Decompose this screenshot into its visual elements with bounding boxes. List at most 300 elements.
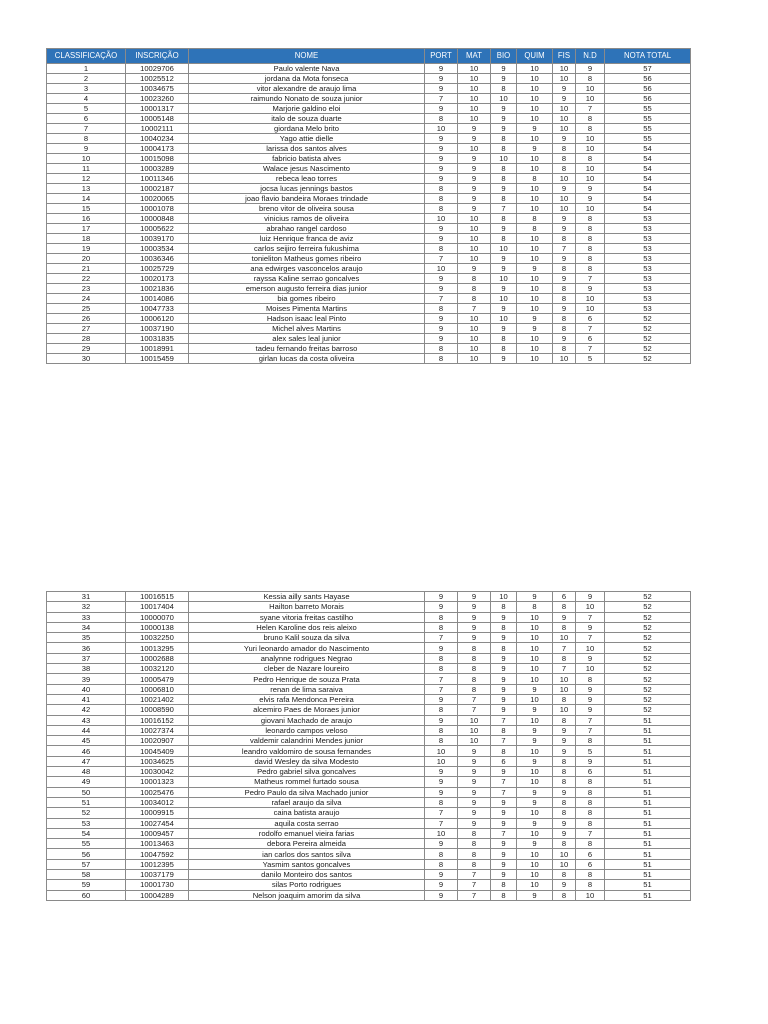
bio-cell: 9 bbox=[491, 839, 517, 849]
classificacao-cell: 58 bbox=[47, 870, 126, 880]
nota-total-cell: 55 bbox=[605, 124, 691, 134]
table-row bbox=[47, 602, 691, 612]
quim-cell: 10 bbox=[517, 622, 553, 632]
inscricao-cell: 10023260 bbox=[126, 94, 189, 104]
port-cell: 9 bbox=[425, 715, 458, 725]
inscricao-cell: 10021402 bbox=[126, 694, 189, 704]
inscricao-cell: 10020907 bbox=[126, 736, 189, 746]
header-nd: N.D bbox=[576, 49, 605, 64]
fis-cell: 10 bbox=[553, 633, 576, 643]
port-cell: 9 bbox=[425, 787, 458, 797]
nome-cell: jocsa lucas jennings bastos bbox=[189, 184, 425, 194]
table-row bbox=[47, 839, 691, 849]
bio-cell: 9 bbox=[491, 612, 517, 622]
nome-cell: Michel alves Martins bbox=[189, 324, 425, 334]
port-cell: 10 bbox=[425, 124, 458, 134]
mat-cell: 8 bbox=[458, 274, 491, 284]
inscricao-cell: 10013463 bbox=[126, 839, 189, 849]
classificacao-cell: 49 bbox=[47, 777, 126, 787]
table-row bbox=[47, 705, 691, 715]
bio-cell: 7 bbox=[491, 777, 517, 787]
port-cell: 9 bbox=[425, 777, 458, 787]
mat-cell: 9 bbox=[458, 174, 491, 184]
port-cell: 9 bbox=[425, 767, 458, 777]
inscricao-cell: 10009457 bbox=[126, 828, 189, 838]
classificacao-cell: 32 bbox=[47, 602, 126, 612]
mat-cell: 9 bbox=[458, 808, 491, 818]
fis-cell: 8 bbox=[553, 324, 576, 334]
bio-cell: 9 bbox=[491, 694, 517, 704]
mat-cell: 9 bbox=[458, 184, 491, 194]
bio-cell: 9 bbox=[491, 114, 517, 124]
nd-cell: 8 bbox=[576, 114, 605, 124]
fis-cell: 8 bbox=[553, 284, 576, 294]
quim-cell: 8 bbox=[517, 174, 553, 184]
classificacao-cell: 52 bbox=[47, 808, 126, 818]
mat-cell: 10 bbox=[458, 94, 491, 104]
port-cell: 9 bbox=[425, 643, 458, 653]
nd-cell: 10 bbox=[576, 304, 605, 314]
nd-cell: 10 bbox=[576, 164, 605, 174]
classificacao-cell: 39 bbox=[47, 674, 126, 684]
table-row bbox=[47, 294, 691, 304]
quim-cell: 10 bbox=[517, 204, 553, 214]
header-nota-total: NOTA TOTAL bbox=[605, 49, 691, 64]
table-row bbox=[47, 124, 691, 134]
fis-cell: 8 bbox=[553, 144, 576, 154]
mat-cell: 7 bbox=[458, 694, 491, 704]
inscricao-cell: 10015459 bbox=[126, 354, 189, 364]
inscricao-cell: 10018991 bbox=[126, 344, 189, 354]
nd-cell: 10 bbox=[576, 84, 605, 94]
bio-cell: 9 bbox=[491, 797, 517, 807]
classificacao-cell: 24 bbox=[47, 294, 126, 304]
bio-cell: 8 bbox=[491, 214, 517, 224]
quim-cell: 10 bbox=[517, 354, 553, 364]
nota-total-cell: 51 bbox=[605, 808, 691, 818]
classificacao-cell: 42 bbox=[47, 705, 126, 715]
fis-cell: 7 bbox=[553, 664, 576, 674]
bio-cell: 10 bbox=[491, 244, 517, 254]
nd-cell: 9 bbox=[576, 592, 605, 602]
mat-cell: 9 bbox=[458, 194, 491, 204]
fis-cell: 8 bbox=[553, 808, 576, 818]
classificacao-cell: 44 bbox=[47, 725, 126, 735]
fis-cell: 8 bbox=[553, 870, 576, 880]
fis-cell: 8 bbox=[553, 767, 576, 777]
bio-cell: 7 bbox=[491, 204, 517, 214]
classificacao-cell: 38 bbox=[47, 664, 126, 674]
nota-total-cell: 51 bbox=[605, 849, 691, 859]
fis-cell: 9 bbox=[553, 224, 576, 234]
classificacao-cell: 45 bbox=[47, 736, 126, 746]
nd-cell: 8 bbox=[576, 214, 605, 224]
mat-cell: 10 bbox=[458, 715, 491, 725]
table-row bbox=[47, 274, 691, 284]
quim-cell: 9 bbox=[517, 144, 553, 154]
classificacao-cell: 26 bbox=[47, 314, 126, 324]
mat-cell: 8 bbox=[458, 664, 491, 674]
quim-cell: 9 bbox=[517, 705, 553, 715]
inscricao-cell: 10004173 bbox=[126, 144, 189, 154]
table-row bbox=[47, 74, 691, 84]
port-cell: 7 bbox=[425, 294, 458, 304]
classificacao-cell: 40 bbox=[47, 684, 126, 694]
nome-cell: rebeca leao torres bbox=[189, 174, 425, 184]
mat-cell: 8 bbox=[458, 674, 491, 684]
nota-total-cell: 51 bbox=[605, 725, 691, 735]
classificacao-cell: 35 bbox=[47, 633, 126, 643]
table-row bbox=[47, 756, 691, 766]
classificacao-cell: 50 bbox=[47, 787, 126, 797]
inscricao-cell: 10008590 bbox=[126, 705, 189, 715]
bio-cell: 8 bbox=[491, 602, 517, 612]
bio-cell: 8 bbox=[491, 174, 517, 184]
quim-cell: 8 bbox=[517, 224, 553, 234]
mat-cell: 9 bbox=[458, 612, 491, 622]
quim-cell: 10 bbox=[517, 64, 553, 74]
nome-cell: leandro valdomiro de sousa fernandes bbox=[189, 746, 425, 756]
mat-cell: 9 bbox=[458, 746, 491, 756]
bio-cell: 9 bbox=[491, 684, 517, 694]
nota-total-cell: 52 bbox=[605, 612, 691, 622]
inscricao-cell: 10003289 bbox=[126, 164, 189, 174]
nome-cell: elvis rafa Mendonca Pereira bbox=[189, 694, 425, 704]
mat-cell: 9 bbox=[458, 204, 491, 214]
inscricao-cell: 10001078 bbox=[126, 204, 189, 214]
port-cell: 8 bbox=[425, 344, 458, 354]
nota-total-cell: 52 bbox=[605, 314, 691, 324]
nd-cell: 10 bbox=[576, 204, 605, 214]
mat-cell: 8 bbox=[458, 859, 491, 869]
nome-cell: Yago attie dielle bbox=[189, 134, 425, 144]
nome-cell: renan de lima saraiva bbox=[189, 684, 425, 694]
table-row bbox=[47, 224, 691, 234]
header-classificacao: CLASSIFICAÇÃO bbox=[47, 49, 126, 64]
nd-cell: 8 bbox=[576, 870, 605, 880]
fis-cell: 10 bbox=[553, 194, 576, 204]
fis-cell: 10 bbox=[553, 204, 576, 214]
nd-cell: 6 bbox=[576, 314, 605, 324]
classificacao-cell: 57 bbox=[47, 859, 126, 869]
classificacao-cell: 8 bbox=[47, 134, 126, 144]
nd-cell: 5 bbox=[576, 746, 605, 756]
nome-cell: danilo Monteiro dos santos bbox=[189, 870, 425, 880]
quim-cell: 9 bbox=[517, 314, 553, 324]
nd-cell: 8 bbox=[576, 124, 605, 134]
mat-cell: 10 bbox=[458, 314, 491, 324]
nota-total-cell: 51 bbox=[605, 870, 691, 880]
nd-cell: 8 bbox=[576, 74, 605, 84]
port-cell: 7 bbox=[425, 818, 458, 828]
nome-cell: Moises Pimenta Martins bbox=[189, 304, 425, 314]
quim-cell: 10 bbox=[517, 274, 553, 284]
nome-cell: Marjorie galdino eloi bbox=[189, 104, 425, 114]
table-row bbox=[47, 344, 691, 354]
classificacao-cell: 37 bbox=[47, 653, 126, 663]
mat-cell: 9 bbox=[458, 797, 491, 807]
fis-cell: 9 bbox=[553, 612, 576, 622]
mat-cell: 8 bbox=[458, 284, 491, 294]
classificacao-cell: 14 bbox=[47, 194, 126, 204]
table-row bbox=[47, 684, 691, 694]
nota-total-cell: 54 bbox=[605, 164, 691, 174]
nota-total-cell: 56 bbox=[605, 74, 691, 84]
port-cell: 10 bbox=[425, 214, 458, 224]
fis-cell: 8 bbox=[553, 715, 576, 725]
nd-cell: 8 bbox=[576, 244, 605, 254]
classificacao-cell: 48 bbox=[47, 767, 126, 777]
fis-cell: 8 bbox=[553, 777, 576, 787]
fis-cell: 9 bbox=[553, 274, 576, 284]
inscricao-cell: 10005479 bbox=[126, 674, 189, 684]
table-row bbox=[47, 234, 691, 244]
nd-cell: 10 bbox=[576, 144, 605, 154]
nd-cell: 10 bbox=[576, 94, 605, 104]
fis-cell: 8 bbox=[553, 694, 576, 704]
bio-cell: 8 bbox=[491, 746, 517, 756]
quim-cell: 8 bbox=[517, 214, 553, 224]
quim-cell: 10 bbox=[517, 643, 553, 653]
mat-cell: 10 bbox=[458, 344, 491, 354]
bio-cell: 7 bbox=[491, 736, 517, 746]
quim-cell: 10 bbox=[517, 94, 553, 104]
table-row bbox=[47, 767, 691, 777]
table-row bbox=[47, 653, 691, 663]
bio-cell: 9 bbox=[491, 254, 517, 264]
nome-cell: Helen Karoline dos reis aleixo bbox=[189, 622, 425, 632]
nd-cell: 7 bbox=[576, 725, 605, 735]
fis-cell: 8 bbox=[553, 164, 576, 174]
nd-cell: 6 bbox=[576, 859, 605, 869]
quim-cell: 8 bbox=[517, 602, 553, 612]
quim-cell: 10 bbox=[517, 184, 553, 194]
fis-cell: 10 bbox=[553, 849, 576, 859]
bio-cell: 9 bbox=[491, 64, 517, 74]
fis-cell: 10 bbox=[553, 674, 576, 684]
mat-cell: 9 bbox=[458, 777, 491, 787]
classificacao-cell: 43 bbox=[47, 715, 126, 725]
nota-total-cell: 52 bbox=[605, 664, 691, 674]
port-cell: 7 bbox=[425, 94, 458, 104]
nome-cell: alex sales leal junior bbox=[189, 334, 425, 344]
nd-cell: 10 bbox=[576, 890, 605, 900]
mat-cell: 9 bbox=[458, 602, 491, 612]
nd-cell: 6 bbox=[576, 767, 605, 777]
mat-cell: 9 bbox=[458, 592, 491, 602]
classificacao-cell: 19 bbox=[47, 244, 126, 254]
nome-cell: alcemiro Paes de Moraes junior bbox=[189, 705, 425, 715]
inscricao-cell: 10005622 bbox=[126, 224, 189, 234]
mat-cell: 8 bbox=[458, 828, 491, 838]
nd-cell: 8 bbox=[576, 777, 605, 787]
quim-cell: 9 bbox=[517, 324, 553, 334]
nota-total-cell: 51 bbox=[605, 818, 691, 828]
port-cell: 8 bbox=[425, 622, 458, 632]
nome-cell: giordana Melo brito bbox=[189, 124, 425, 134]
fis-cell: 9 bbox=[553, 94, 576, 104]
fis-cell: 9 bbox=[553, 828, 576, 838]
mat-cell: 10 bbox=[458, 736, 491, 746]
fis-cell: 8 bbox=[553, 653, 576, 663]
nome-cell: Yuri leonardo amador do Nascimento bbox=[189, 643, 425, 653]
classificacao-cell: 46 bbox=[47, 746, 126, 756]
bio-cell: 8 bbox=[491, 643, 517, 653]
nome-cell: Hadson isaac leal Pinto bbox=[189, 314, 425, 324]
nd-cell: 9 bbox=[576, 694, 605, 704]
classificacao-cell: 15 bbox=[47, 204, 126, 214]
fis-cell: 8 bbox=[553, 234, 576, 244]
bio-cell: 6 bbox=[491, 756, 517, 766]
nota-total-cell: 54 bbox=[605, 184, 691, 194]
fis-cell: 8 bbox=[553, 264, 576, 274]
nome-cell: fabricio batista alves bbox=[189, 154, 425, 164]
inscricao-cell: 10034625 bbox=[126, 756, 189, 766]
bio-cell: 10 bbox=[491, 592, 517, 602]
mat-cell: 10 bbox=[458, 74, 491, 84]
mat-cell: 10 bbox=[458, 334, 491, 344]
port-cell: 8 bbox=[425, 664, 458, 674]
port-cell: 9 bbox=[425, 174, 458, 184]
mat-cell: 9 bbox=[458, 622, 491, 632]
port-cell: 8 bbox=[425, 194, 458, 204]
mat-cell: 10 bbox=[458, 144, 491, 154]
nd-cell: 8 bbox=[576, 818, 605, 828]
inscricao-cell: 10027454 bbox=[126, 818, 189, 828]
table-row bbox=[47, 264, 691, 274]
header-mat: MAT bbox=[458, 49, 491, 64]
inscricao-cell: 10029706 bbox=[126, 64, 189, 74]
quim-cell: 10 bbox=[517, 715, 553, 725]
port-cell: 8 bbox=[425, 859, 458, 869]
nd-cell: 8 bbox=[576, 839, 605, 849]
port-cell: 8 bbox=[425, 114, 458, 124]
classificacao-cell: 31 bbox=[47, 592, 126, 602]
mat-cell: 10 bbox=[458, 324, 491, 334]
nota-total-cell: 55 bbox=[605, 114, 691, 124]
nota-total-cell: 51 bbox=[605, 880, 691, 890]
inscricao-cell: 10013295 bbox=[126, 643, 189, 653]
nota-total-cell: 52 bbox=[605, 354, 691, 364]
mat-cell: 9 bbox=[458, 134, 491, 144]
fis-cell: 10 bbox=[553, 114, 576, 124]
classificacao-cell: 1 bbox=[47, 64, 126, 74]
classificacao-cell: 3 bbox=[47, 84, 126, 94]
port-cell: 10 bbox=[425, 828, 458, 838]
classificacao-cell: 4 bbox=[47, 94, 126, 104]
classificacao-cell: 33 bbox=[47, 612, 126, 622]
fis-cell: 10 bbox=[553, 354, 576, 364]
inscricao-cell: 10040234 bbox=[126, 134, 189, 144]
mat-cell: 10 bbox=[458, 244, 491, 254]
inscricao-cell: 10001317 bbox=[126, 104, 189, 114]
nota-total-cell: 52 bbox=[605, 622, 691, 632]
quim-cell: 10 bbox=[517, 633, 553, 643]
fis-cell: 10 bbox=[553, 124, 576, 134]
inscricao-cell: 10016515 bbox=[126, 592, 189, 602]
nota-total-cell: 51 bbox=[605, 756, 691, 766]
port-cell: 8 bbox=[425, 736, 458, 746]
inscricao-cell: 10015098 bbox=[126, 154, 189, 164]
nota-total-cell: 54 bbox=[605, 154, 691, 164]
nome-cell: girlan lucas da costa oliveira bbox=[189, 354, 425, 364]
nota-total-cell: 52 bbox=[605, 324, 691, 334]
quim-cell: 10 bbox=[517, 134, 553, 144]
nota-total-cell: 53 bbox=[605, 224, 691, 234]
mat-cell: 9 bbox=[458, 767, 491, 777]
nome-cell: Walace jesus Nascimento bbox=[189, 164, 425, 174]
port-cell: 9 bbox=[425, 602, 458, 612]
inscricao-cell: 10009915 bbox=[126, 808, 189, 818]
quim-cell: 9 bbox=[517, 124, 553, 134]
nome-cell: raimundo Nonato de souza junior bbox=[189, 94, 425, 104]
table-row bbox=[47, 787, 691, 797]
nome-cell: caina batista araujo bbox=[189, 808, 425, 818]
table-row bbox=[47, 828, 691, 838]
bio-cell: 8 bbox=[491, 890, 517, 900]
quim-cell: 10 bbox=[517, 674, 553, 684]
bio-cell: 9 bbox=[491, 184, 517, 194]
port-cell: 10 bbox=[425, 746, 458, 756]
inscricao-cell: 10030042 bbox=[126, 767, 189, 777]
mat-cell: 10 bbox=[458, 214, 491, 224]
classificacao-cell: 10 bbox=[47, 154, 126, 164]
port-cell: 10 bbox=[425, 756, 458, 766]
nota-total-cell: 52 bbox=[605, 643, 691, 653]
table-row bbox=[47, 304, 691, 314]
mat-cell: 7 bbox=[458, 304, 491, 314]
quim-cell: 10 bbox=[517, 114, 553, 124]
quim-cell: 10 bbox=[517, 84, 553, 94]
fis-cell: 9 bbox=[553, 334, 576, 344]
quim-cell: 10 bbox=[517, 244, 553, 254]
quim-cell: 10 bbox=[517, 74, 553, 84]
port-cell: 9 bbox=[425, 870, 458, 880]
bio-cell: 8 bbox=[491, 144, 517, 154]
mat-cell: 7 bbox=[458, 705, 491, 715]
fis-cell: 10 bbox=[553, 684, 576, 694]
nota-total-cell: 51 bbox=[605, 767, 691, 777]
nome-cell: italo de souza duarte bbox=[189, 114, 425, 124]
nd-cell: 9 bbox=[576, 653, 605, 663]
inscricao-cell: 10001323 bbox=[126, 777, 189, 787]
bio-cell: 9 bbox=[491, 284, 517, 294]
nome-cell: Kessia ailly sants Hayase bbox=[189, 592, 425, 602]
nota-total-cell: 57 bbox=[605, 64, 691, 74]
fis-cell: 10 bbox=[553, 64, 576, 74]
classificacao-cell: 23 bbox=[47, 284, 126, 294]
fis-cell: 9 bbox=[553, 84, 576, 94]
quim-cell: 9 bbox=[517, 592, 553, 602]
classificacao-cell: 54 bbox=[47, 828, 126, 838]
inscricao-cell: 10034675 bbox=[126, 84, 189, 94]
fis-cell: 10 bbox=[553, 174, 576, 184]
nd-cell: 8 bbox=[576, 736, 605, 746]
inscricao-cell: 10025476 bbox=[126, 787, 189, 797]
nome-cell: emerson augusto ferreira dias junior bbox=[189, 284, 425, 294]
inscricao-cell: 10027374 bbox=[126, 725, 189, 735]
table-row bbox=[47, 134, 691, 144]
fis-cell: 8 bbox=[553, 622, 576, 632]
table-row bbox=[47, 334, 691, 344]
nd-cell: 8 bbox=[576, 674, 605, 684]
mat-cell: 10 bbox=[458, 234, 491, 244]
table-row bbox=[47, 64, 691, 74]
quim-cell: 10 bbox=[517, 653, 553, 663]
nome-cell: Pedro Paulo da silva Machado junior bbox=[189, 787, 425, 797]
port-cell: 8 bbox=[425, 725, 458, 735]
fis-cell: 9 bbox=[553, 214, 576, 224]
